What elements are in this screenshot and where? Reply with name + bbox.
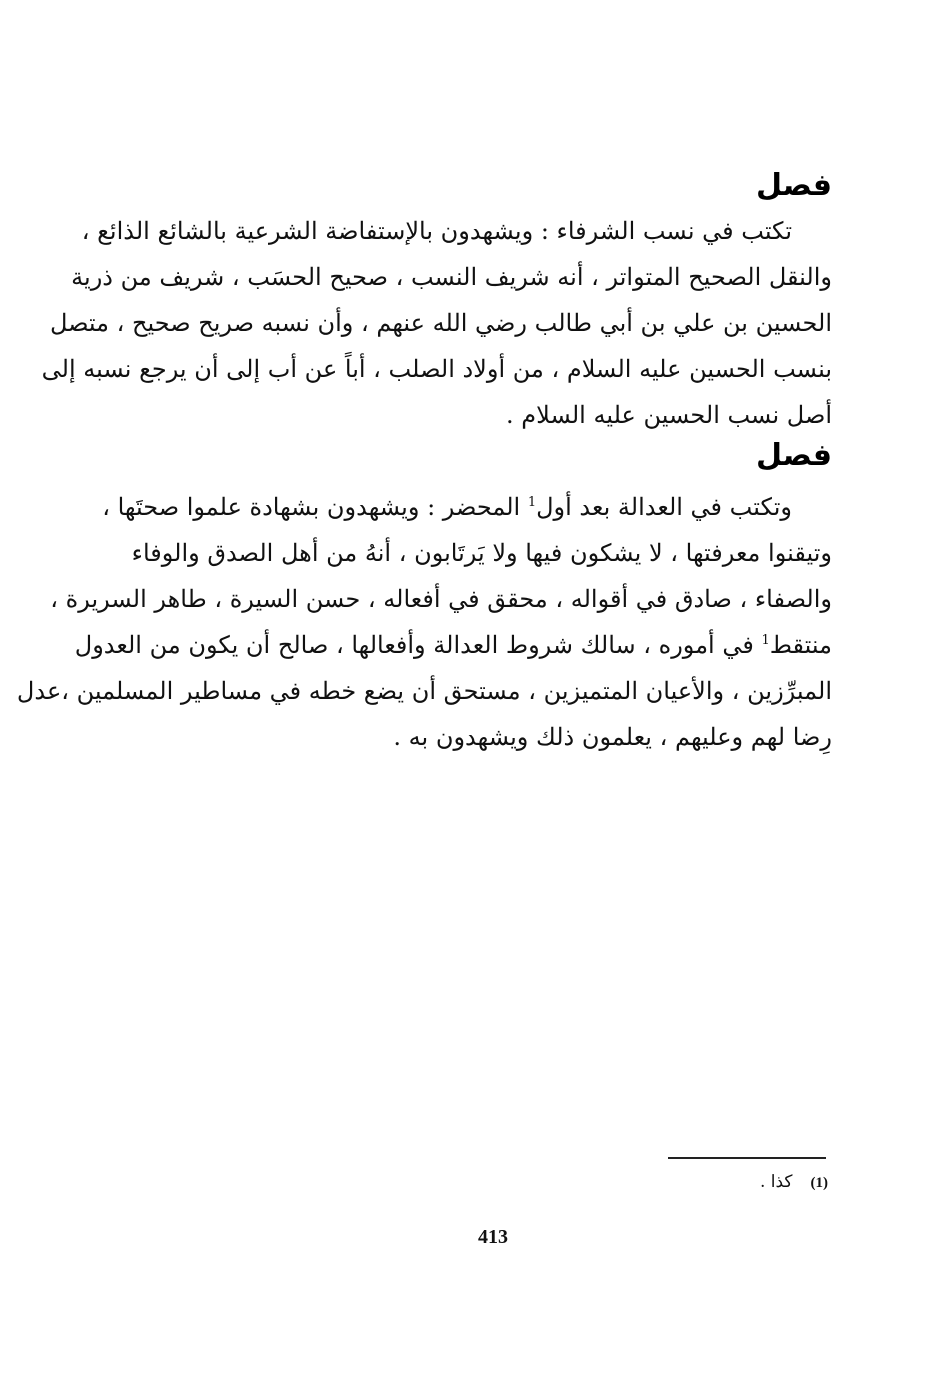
paragraph-line: وتيقنوا معرفتها ، لا يشكون فيها ولا يَرتَابون ، أنهُ من أهل الصدق والوفاء [131,539,832,567]
footnote-divider [668,1157,826,1159]
paragraph-line [74,622,832,668]
line-text: في أموره ، سالك شروط العدالة وأفعالها ، صالح أن يكون من العدول [74,631,762,659]
paragraph-line: والصفاء ، صادق في أقواله ، محقق في أفعاله ، حسن السيرة ، طاهر السريرة ، [50,585,832,613]
footnote-marker: 1 [761,633,770,648]
footnote-marker: 1 [527,495,537,510]
line-text: منتقط [769,631,832,659]
section-body-2 [16,484,832,760]
footnote [760,1170,828,1195]
paragraph-line: بنسب الحسين عليه السلام ، من أولاد الصلب ، أباً عن أب إلى أن يرجع نسبه إلى [41,355,832,383]
line-text: المحضر : ويشهدون بشهادة علموا صحتَها ، [102,493,528,521]
paragraph-line [102,484,832,530]
paragraph-line: أصل نسب الحسين عليه السلام . [506,401,832,429]
footnote-text: كذا . [759,1172,793,1192]
page-number: 413 [478,1226,508,1248]
section-heading-2: فصل [756,438,832,473]
footnote-number: (1) [810,1175,828,1191]
paragraph-line: الحسين بن علي بن أبي طالب رضي الله عنهم ، وأن نسبه صريح صحيح ، متصل [49,309,832,337]
paragraph-line: تكتب في نسب الشرفاء : ويشهدون بالإستفاضة الشرعية بالشائع الذائع ، [81,217,792,245]
section-body-1 [41,208,832,438]
line-text: وتكتب في العدالة بعد أول [536,493,792,521]
paragraph-line: رِضا لهم وعليهم ، يعلمون ذلك ويشهدون به . [393,723,832,751]
paragraph-line: المبرِّزين ، والأعيان المتميزين ، مستحق أن يضع خطه في مساطير المسلمين ،عدل [16,677,832,705]
section-heading-1: فصل [756,168,832,203]
paragraph-line: والنقل الصحيح المتواتر ، أنه شريف النسب ، صحيح الحسَب ، شريف من ذرية [71,263,832,291]
